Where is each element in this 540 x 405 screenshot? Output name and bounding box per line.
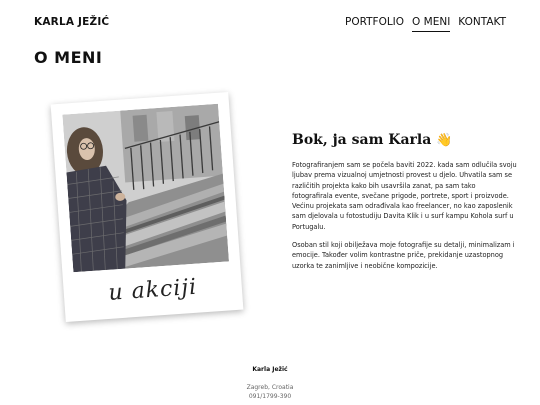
about-paragraph-1: Fotografiranjem sam se počela baviti 2022. kada sam odlučila svoju ljubav prema vizualnoj umjetnosti provest u djelo. Uhvatila sam se različitih projekta kako bih usavršila zanat, pa sam tako fotografirala evente, svečane prigode, portrete, sport i proizvode. Većinu projekata sam odrađivala kao freelancer, no kao zaposlenik sam djelovala u fotostudiju Davita Klik i u surf kampu Kohola surf u Portugalu. [292, 161, 517, 231]
page-title: O MENI [34, 48, 103, 67]
portrait-photo [62, 104, 229, 272]
nav-portfolio[interactable]: PORTFOLIO [344, 16, 405, 28]
about-heading-text: Bok, ja sam Karla [292, 132, 432, 148]
brand-logo[interactable]: KARLA JEŽIĆ [34, 16, 110, 28]
main-nav [345, 16, 506, 32]
nav-kontakt[interactable]: KONTAKT [458, 16, 506, 28]
waving-hand-icon: 👋 [436, 133, 453, 148]
nav-o-meni[interactable]: O MENI [412, 16, 450, 32]
site-footer [0, 366, 540, 401]
about-paragraph-2: Osoban stil koji obilježava moje fotografije su detalji, minimalizam i emocije. Također volim kontrastne priče, prekidanje uzastopnog uzorka te zanimljive i neobične kompozicije. [292, 241, 515, 270]
polaroid-caption: u akciji [107, 274, 198, 306]
site-header [0, 0, 540, 40]
footer-name: Karla Ježić [252, 366, 288, 373]
about-section [292, 132, 517, 279]
footer-phone[interactable]: 091/1799-390 [248, 393, 292, 400]
polaroid-photo-card [51, 92, 244, 322]
footer-city: Zagreb, Croatia [246, 384, 294, 391]
about-heading [292, 132, 517, 148]
